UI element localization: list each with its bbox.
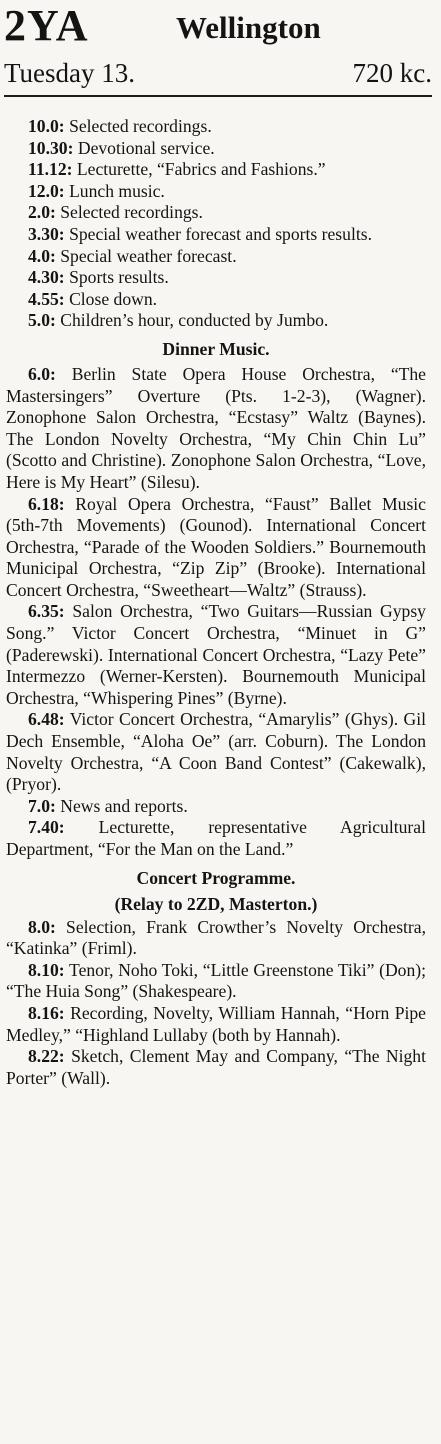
entry-text: Victor Concert Orchestra, “Amarylis” (Ghys). Gil Dech Ensemble, “Aloha Oe” (arr. Coburn). The London Novelty Orchestra, “A Coon Band Contest” (Cakewalk), (Pryor). xyxy=(6,709,426,795)
schedule-entry xyxy=(6,116,426,138)
entry-text: Special weather forecast and sports results. xyxy=(69,223,372,244)
entry-time: 4.55: xyxy=(28,288,65,309)
concert-programme-heading: Concert Programme. xyxy=(136,867,296,888)
entry-time: 5.0: xyxy=(28,310,56,331)
entry-time: 4.30: xyxy=(28,267,65,288)
station-call-sign: 2YA xyxy=(4,1,89,50)
entry-text: Recording, Novelty, William Hannah, “Horn Pipe Medley,” “Highland Lullaby (both by Hannah). xyxy=(6,1002,426,1045)
entry-time: 7.0: xyxy=(28,795,56,816)
daytime-schedule xyxy=(6,116,426,332)
schedule-entry xyxy=(6,796,426,818)
entry-time: 8.0: xyxy=(28,916,56,937)
dinner-music-heading: Dinner Music. xyxy=(162,338,270,359)
schedule-entry xyxy=(6,181,426,203)
entry-text: Salon Orchestra, “Two Guitars—Russian Gypsy Song.” Victor Concert Orchestra, “Minuet in G” (Paderewski). International Concert Orchestra, “Lazy Pete” Intermezzo (Werner-Kersten). Bournemouth Municipal Orchestra, “Whispering Pines” (Byrne). xyxy=(6,601,426,708)
entry-text: Sketch, Clement May and Company, “The Night Porter” (Wall). xyxy=(6,1046,426,1088)
entry-time: 4.0: xyxy=(28,245,56,266)
entry-time: 11.12: xyxy=(28,159,73,180)
schedule-entry xyxy=(6,1046,426,1089)
schedule-entry xyxy=(6,960,426,1003)
entry-text: Sports results. xyxy=(69,267,169,288)
schedule-entry xyxy=(6,1003,426,1046)
entry-time: 6.35: xyxy=(28,601,65,622)
entry-time: 6.18: xyxy=(28,493,65,514)
entry-time: 10.0: xyxy=(28,116,65,136)
schedule-entry xyxy=(6,709,426,795)
entry-text: Tenor, Noho Toki, “Little Greenstone Tiki” (Don); “The Huia Song” (Shakespeare). xyxy=(6,959,426,1002)
entry-time: 6.0: xyxy=(28,363,56,384)
entry-time: 12.0: xyxy=(28,180,65,201)
broadcast-day: Tuesday 13. xyxy=(4,58,136,88)
entry-text: Royal Opera Orchestra, “Faust” Ballet Music (5th-7th Movements) (Gounod). International Concert Orchestra, “Parade of the Wooden Soldiers.” Bournemouth Municipal Orchestra, “Zip Zip” (Brooke). International Concert Orchestra, “Sweetheart—Waltz” (Strauss). xyxy=(6,493,426,600)
entry-time: 3.30: xyxy=(28,223,65,244)
programme-listing xyxy=(6,116,426,1089)
entry-text: Devotional service. xyxy=(77,137,215,158)
concert-programme-schedule xyxy=(6,917,426,1090)
entry-time: 7.40: xyxy=(28,817,65,838)
station-city: Wellington xyxy=(176,10,321,45)
entry-time: 8.10: xyxy=(28,959,65,980)
station-frequency: 720 kc. xyxy=(352,58,432,88)
entry-time: 8.22: xyxy=(28,1046,65,1067)
entry-text: Selected recordings. xyxy=(69,116,212,136)
station-header xyxy=(4,2,432,92)
entry-text: Lunch music. xyxy=(69,180,165,201)
schedule-entry xyxy=(6,817,426,860)
entry-text: Selected recordings. xyxy=(60,202,203,223)
entry-time: 2.0: xyxy=(28,202,56,223)
relay-note: (Relay to 2ZD, Masterton.) xyxy=(114,893,318,914)
dinner-music-schedule xyxy=(6,364,426,861)
schedule-entry xyxy=(6,224,426,246)
schedule-entry xyxy=(6,138,426,160)
schedule-entry xyxy=(6,267,426,289)
schedule-entry xyxy=(6,494,426,602)
entry-time: 8.16: xyxy=(28,1002,65,1023)
schedule-entry xyxy=(6,917,426,960)
schedule-entry xyxy=(6,310,426,332)
entry-time: 6.48: xyxy=(28,709,65,730)
entry-text: Close down. xyxy=(69,288,158,309)
header-divider xyxy=(4,95,432,97)
entry-text: Children’s hour, conducted by Jumbo. xyxy=(60,310,329,331)
schedule-entry xyxy=(6,202,426,224)
schedule-entry xyxy=(6,601,426,709)
entry-text: Lecturette, “Fabrics and Fashions.” xyxy=(76,159,326,180)
entry-text: Special weather forecast. xyxy=(60,245,237,266)
entry-text: Selection, Frank Crowther’s Novelty Orchestra, “Katinka” (Friml). xyxy=(6,916,426,959)
entry-text: Berlin State Opera House Orchestra, “The Mastersingers” Overture (Pts. 1-2-3), (Wagner). Zonophone Salon Orchestra, “Ecstasy” Waltz (Baynes). The London Novelty Orchestra, “My Chin Chin Lu” (Scotto and Christine). Zonophone Salon Orchestra, “Love, Here is My Heart” (Silesu). xyxy=(6,363,426,492)
schedule-entry xyxy=(6,289,426,311)
schedule-entry xyxy=(6,159,426,181)
entry-text: Lecturette, representative Agricultural Department, “For the Man on the Land.” xyxy=(6,817,426,859)
entry-time: 10.30: xyxy=(28,137,74,158)
schedule-entry xyxy=(6,246,426,268)
entry-text: News and reports. xyxy=(60,795,188,816)
schedule-entry xyxy=(6,364,426,494)
